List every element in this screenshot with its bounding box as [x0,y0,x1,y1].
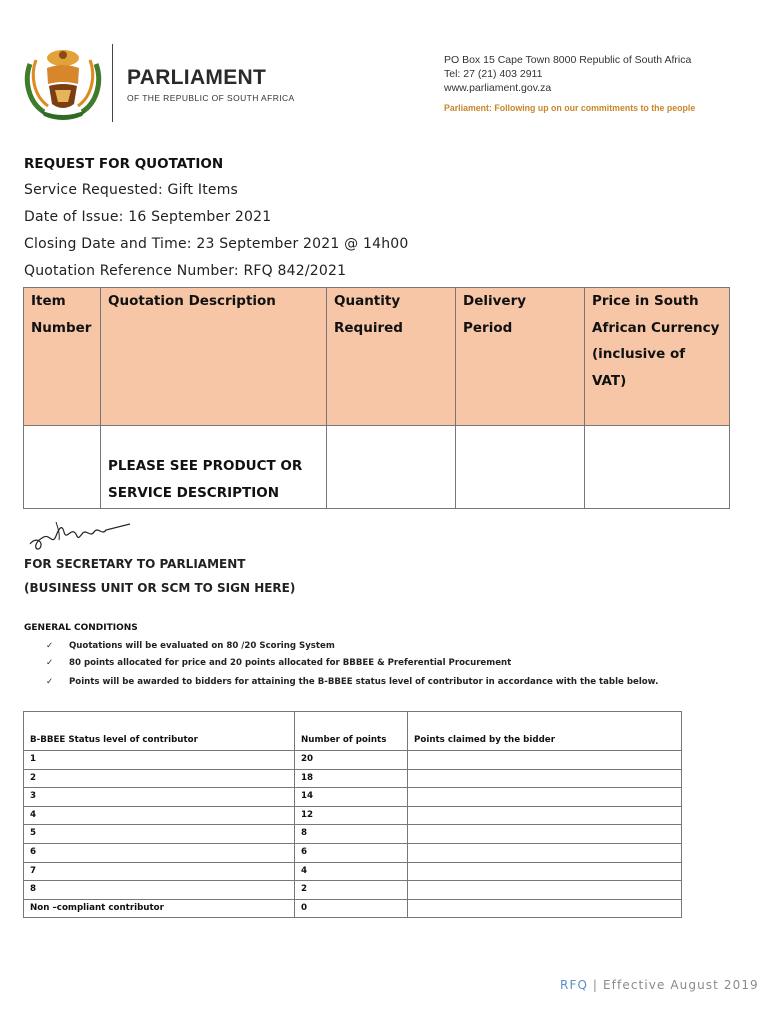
status-level: 5 [24,825,295,844]
status-level: 4 [24,806,295,825]
header-price: Price in South African Currency (inclusive of VAT) [585,288,730,426]
signoff-line-1: FOR SECRETARY TO PARLIAMENT [24,557,246,571]
header-quantity: Quantity Required [327,288,456,426]
org-name: PARLIAMENT [127,66,267,89]
header-delivery: Delivery Period [456,288,585,426]
table-row [24,843,682,862]
table-row [24,881,682,900]
bbbee-points-table [23,711,682,918]
points: 6 [295,843,408,862]
points-claimed[interactable] [408,825,682,844]
points: 20 [295,751,408,770]
cell-item-number[interactable] [24,426,101,509]
checkmark-icon: ✓ [46,658,54,668]
tagline: Parliament: Following up on our commitments to the people [444,103,696,113]
points-claimed[interactable] [408,862,682,881]
status-level: 7 [24,862,295,881]
points: 0 [295,899,408,918]
condition-item [46,641,335,651]
header-divider [112,44,113,122]
header-item-number: Item Number [24,288,101,426]
header-points-claimed: Points claimed by the bidder [408,712,682,751]
points: 4 [295,862,408,881]
table-row [24,426,730,509]
website: www.parliament.gov.za [444,82,552,94]
header-description: Quotation Description [101,288,327,426]
points: 14 [295,788,408,807]
table-row [24,899,682,918]
status-level: 2 [24,769,295,788]
cell-delivery[interactable] [456,426,585,509]
checkmark-icon: ✓ [46,677,54,687]
org-subtitle: OF THE REPUBLIC OF SOUTH AFRICA [127,93,295,103]
general-conditions-title: GENERAL CONDITIONS [24,623,138,633]
table-row [24,806,682,825]
table-row [24,788,682,807]
table-row [24,825,682,844]
table-row [24,769,682,788]
date-of-issue: Date of Issue: 16 September 2021 [24,209,272,225]
header-number-of-points: Number of points [295,712,408,751]
status-level: 6 [24,843,295,862]
quotation-table [23,287,730,509]
table-row [24,751,682,770]
points-claimed[interactable] [408,806,682,825]
status-level: Non –compliant contributor [24,899,295,918]
points-claimed[interactable] [408,788,682,807]
status-level: 1 [24,751,295,770]
points-claimed[interactable] [408,899,682,918]
coat-of-arms-logo [22,46,104,122]
bbbee-table-header [24,712,682,751]
reference-number: Quotation Reference Number: RFQ 842/2021 [24,263,347,279]
handwritten-signature [26,518,134,554]
checkmark-icon: ✓ [46,641,54,651]
quotation-table-header [24,288,730,426]
service-requested: Service Requested: Gift Items [24,182,239,198]
cell-description: PLEASE SEE PRODUCT OR SERVICE DESCRIPTION [101,426,327,509]
closing-date: Closing Date and Time: 23 September 2021 @ 14h00 [24,236,409,252]
status-level: 3 [24,788,295,807]
table-row [24,862,682,881]
status-level: 8 [24,881,295,900]
condition-text: Points will be awarded to bidders for attaining the B-BBEE status level of contributor in accordance with the table below. [69,677,659,687]
page-footer [560,978,759,992]
points-claimed[interactable] [408,881,682,900]
points: 12 [295,806,408,825]
points: 8 [295,825,408,844]
points: 2 [295,881,408,900]
cell-quantity[interactable] [327,426,456,509]
points-claimed[interactable] [408,843,682,862]
condition-text: 80 points allocated for price and 20 points allocated for BBBEE & Preferential Procurement [69,658,512,668]
address: PO Box 15 Cape Town 8000 Republic of South Africa [444,54,692,66]
header-status-level: B-BBEE Status level of contributor [24,712,295,751]
footer-code: RFQ [560,978,588,992]
points-claimed[interactable] [408,769,682,788]
cell-price[interactable] [585,426,730,509]
signoff-line-2: (BUSINESS UNIT OR SCM TO SIGN HERE) [24,581,296,595]
footer-effective: Effective August 2019 [603,978,759,992]
telephone: Tel: 27 (21) 403 2911 [444,68,543,80]
condition-item [46,658,511,668]
points: 18 [295,769,408,788]
document-title: REQUEST FOR QUOTATION [24,156,224,172]
condition-item [46,677,658,687]
points-claimed[interactable] [408,751,682,770]
condition-text: Quotations will be evaluated on 80 /20 Scoring System [69,641,335,651]
footer-separator: | [592,978,599,992]
